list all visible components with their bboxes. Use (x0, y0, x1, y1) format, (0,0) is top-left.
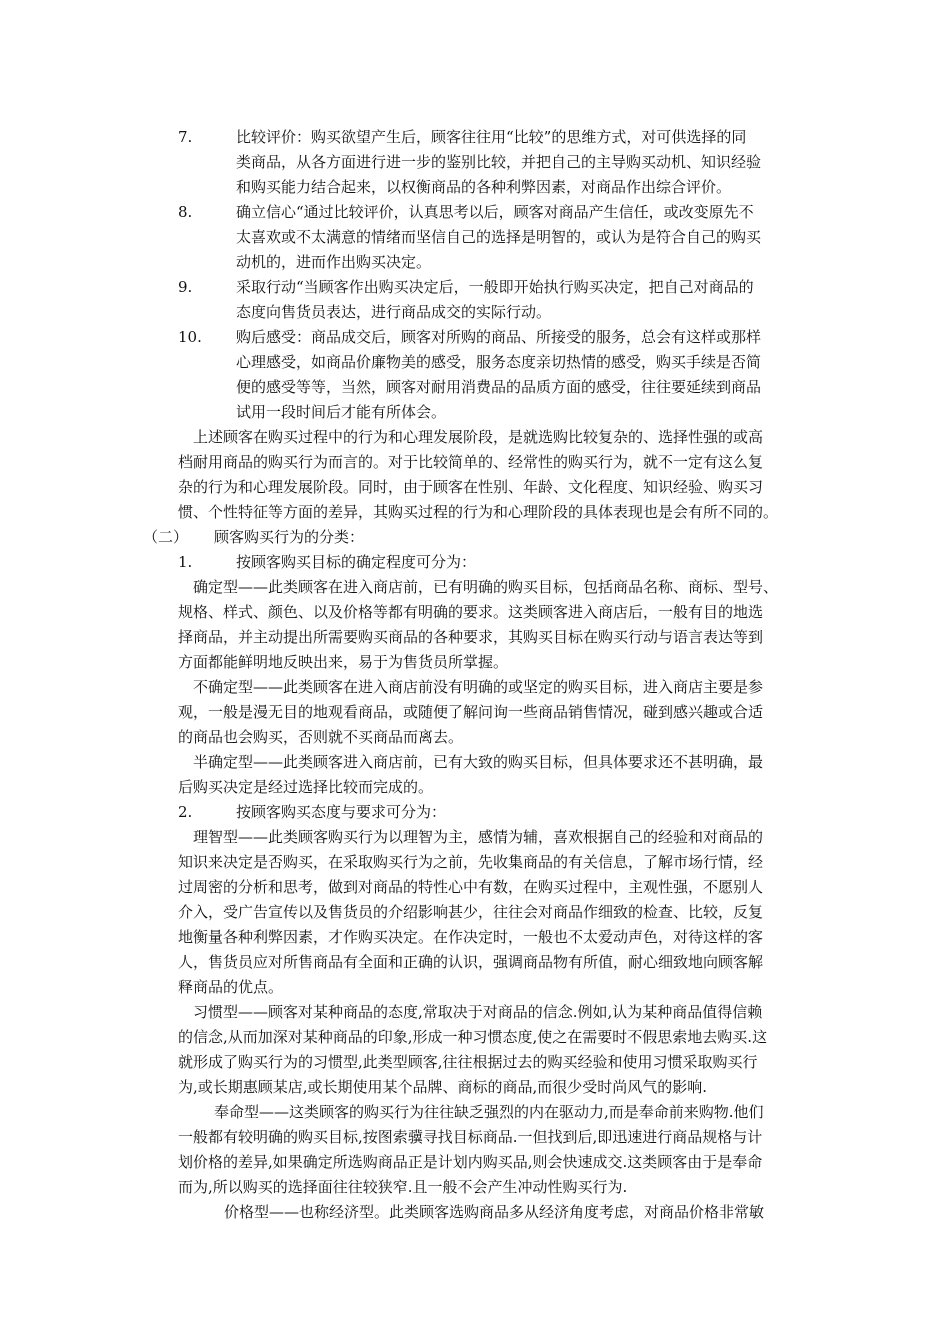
item-line: 和购买能力结合起来，以权衡商品的各种利弊因素，对商品作出综合评价。 (236, 178, 732, 196)
paragraph-line: 杂的行为和心理发展阶段。同时，由于顾客在性别、年龄、文化程度、知识经验、购买习 (178, 478, 764, 496)
item-line: 心理感受，如商品价廉物美的感受，服务态度亲切热情的感受，购买手续是否简 (236, 353, 762, 371)
paragraph-line: 方面都能鲜明地反映出来，易于为售货员所掌握。 (178, 653, 509, 671)
item-line: 购后感受：商品成交后，顾客对所购的商品、所接受的服务，总会有这样或那样 (236, 328, 762, 346)
section-marker: （二） (143, 528, 189, 546)
item-line: 态度向售货员表达，进行商品成交的实际行动。 (236, 303, 552, 321)
paragraph-line: 惯、个性特征等方面的差异，其购买过程的行为和心理阶段的具体表现也是会有所不同的。 (178, 503, 779, 521)
type-order-paragraph (0, 1100, 950, 1200)
paragraph-line: 介入，受广告宣传以及售货员的介绍影响甚少，往往会对商品作细致的检查、比较，反复 (178, 903, 764, 921)
item-line: 试用一段时间后才能有所体会。 (236, 403, 447, 421)
item-line: 比较评价：购买欲望产生后，顾客往往用“比较”的思维方式，对可供选择的同 (236, 128, 747, 146)
paragraph-line: 习惯型——顾客对某种商品的态度,常取决于对商品的信念.例如,认为某种商品值得信赖 (193, 1003, 763, 1021)
item-line: 太喜欢或不太满意的情绪而坚信自己的选择是明智的，或认为是符合自己的购买 (236, 228, 762, 246)
paragraph-line: 规格、样式、颜色、以及价格等都有明确的要求。这类顾客进入商店后，一般有目的地选 (178, 603, 764, 621)
item-number: 9. (178, 278, 193, 296)
item-number: 10. (178, 328, 202, 346)
paragraph-line: 就形成了购买行为的习惯型,此类型顾客,往往根据过去的购买经验和使用习惯采取购买行 (178, 1053, 758, 1071)
paragraph-line: 释商品的优点。 (178, 978, 284, 996)
section-title: 顾客购买行为的分类： (214, 528, 365, 546)
subsection-number: 1. (178, 553, 193, 571)
paragraph-line: 上述顾客在购买过程中的行为和心理发展阶段，是就选购比较复杂的、选择性强的或高 (193, 428, 764, 446)
paragraph-line: 的信念,从而加深对某种商品的印象,形成一种习惯态度,使之在需要时不假思索地去购买.这 (178, 1028, 768, 1046)
subsection-2 (0, 800, 950, 825)
item-number: 8. (178, 203, 193, 221)
paragraph-line: 知识来决定是否购买，在采取购买行为之前，先收集商品的有关信息，了解市场行情，经 (178, 853, 764, 871)
paragraph-line: 后购买决定是经过选择比较而完成的。 (178, 778, 434, 796)
numbered-item-8 (0, 200, 950, 275)
type-semi-paragraph (0, 750, 950, 800)
numbered-item-7 (0, 125, 950, 200)
paragraph-line: 为,或长期惠顾某店,或长期使用某个品牌、商标的商品,而很少受时尚风气的影响. (178, 1078, 708, 1096)
paragraph-line: 划价格的差异,如果确定所选购商品正是计划内购买品,则会快速成交.这类顾客由于是奉命 (178, 1153, 763, 1171)
paragraph-line: 观，一般是漫无目的地观看商品，或随便了解问询一些商品销售情况，碰到感兴趣或合适 (178, 703, 764, 721)
item-line: 确立信心“通过比较评价，认真思考以后，顾客对商品产生信任，或改变原先不 (236, 203, 754, 221)
subsection-title: 按顾客购买态度与要求可分为： (236, 803, 447, 821)
type-habit-paragraph (0, 1000, 950, 1100)
paragraph-line: 价格型——也称经济型。此类顾客选购商品多从经济角度考虑，对商品价格非常敏 (224, 1203, 765, 1221)
paragraph-line: 的商品也会购买，否则就不买商品而离去。 (178, 728, 464, 746)
type-price-paragraph (0, 1200, 950, 1225)
paragraph-line: 地衡量各种利弊因素，才作购买决定。在作决定时，一般也不太爱动声色，对待这样的客 (178, 928, 764, 946)
item-line: 采取行动“当顾客作出购买决定后，一般即开始执行购买决定，把自己对商品的 (236, 278, 754, 296)
paragraph-line: 一般都有较明确的购买目标,按图索骥寻找目标商品.一但找到后,即迅速进行商品规格与计 (178, 1128, 763, 1146)
type-rational-paragraph (0, 825, 950, 1000)
paragraph-line: 过周密的分析和思考，做到对商品的特性心中有数，在购买过程中，主观性强，不愿别人 (178, 878, 764, 896)
paragraph-line: 人，售货员应对所售商品有全面和正确的认识，强调商品物有所值，耐心细致地向顾客解 (178, 953, 764, 971)
item-line: 类商品，从各方面进行进一步的鉴别比较，并把自己的主导购买动机、知识经验 (236, 153, 762, 171)
item-number: 7. (178, 128, 193, 146)
paragraph-line: 理智型——此类顾客购买行为以理智为主，感情为辅，喜欢根据自己的经验和对商品的 (193, 828, 764, 846)
type-definite-paragraph (0, 575, 950, 675)
numbered-item-10 (0, 325, 950, 425)
paragraph-line: 而为,所以购买的选择面往往较狭窄.且一般不会产生冲动性购买行为. (178, 1178, 628, 1196)
paragraph-line: 不确定型——此类顾客在进入商店前没有明确的或坚定的购买目标，进入商店主要是参 (193, 678, 764, 696)
summary-paragraph (0, 425, 950, 525)
paragraph-line: 奉命型——这类顾客的购买行为往往缺乏强烈的内在驱动力,而是奉命前来购物.他们 (214, 1103, 764, 1121)
subsection-number: 2. (178, 803, 193, 821)
item-line: 动机的，进而作出购买决定。 (236, 253, 432, 271)
paragraph-line: 半确定型——此类顾客进入商店前，已有大致的购买目标，但具体要求还不甚明确，最 (193, 753, 764, 771)
paragraph-line: 确定型——此类顾客在进入商店前，已有明确的购买目标，包括商品名称、商标、型号、 (193, 578, 779, 596)
subsection-1 (0, 550, 950, 575)
paragraph-line: 择商品，并主动提出所需要购买商品的各种要求，其购买目标在购买行动与语言表达等到 (178, 628, 764, 646)
item-line: 便的感受等等，当然，顾客对耐用消费品的品质方面的感受，往往要延续到商品 (236, 378, 762, 396)
type-indefinite-paragraph (0, 675, 950, 750)
numbered-item-9 (0, 275, 950, 325)
section-heading (0, 525, 950, 550)
paragraph-line: 档耐用商品的购买行为而言的。对于比较简单的、经常性的购买行为，就不一定有这么复 (178, 453, 764, 471)
subsection-title: 按顾客购买目标的确定程度可分为： (236, 553, 477, 571)
